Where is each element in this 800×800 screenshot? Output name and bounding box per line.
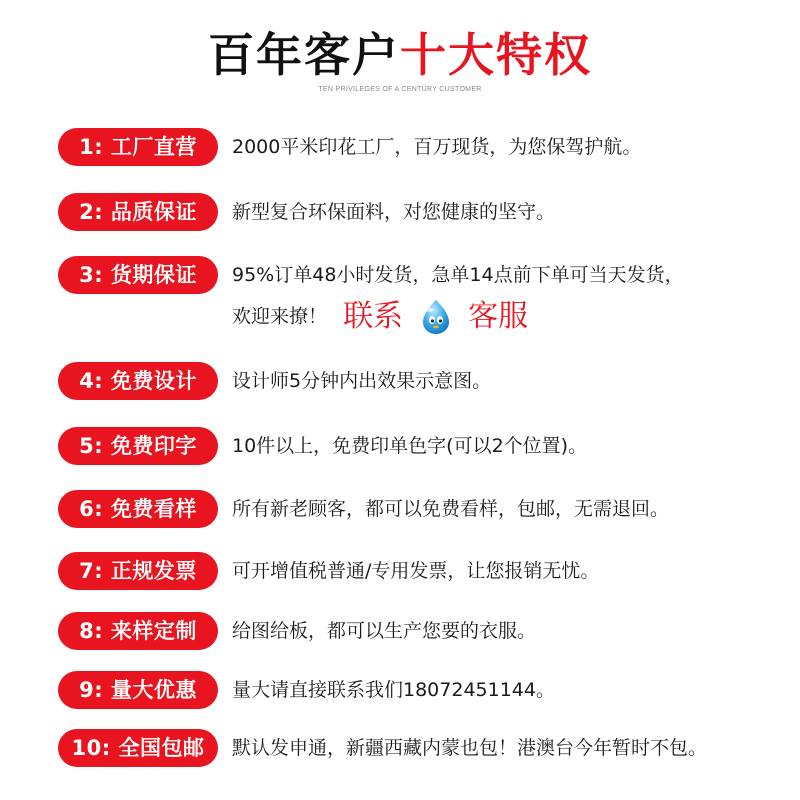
privilege-badge: 5: 免费印字: [58, 427, 218, 465]
contact-label-left: 联系: [343, 299, 404, 334]
privilege-badge: 7: 正规发票: [58, 552, 218, 590]
title-black: 百年客户: [208, 28, 400, 82]
privilege-badge: 1: 工厂直营: [58, 128, 218, 166]
title-red: 十大特权: [400, 28, 592, 82]
privilege-text: 2000平米印花工厂，百万现货，为您保驾护航。: [232, 136, 642, 158]
privilege-text: 默认发申通，新疆西藏内蒙也包！港澳台今年暂时不包。: [232, 737, 708, 759]
privilege-text: 95%订单48小时发货，急单14点前下单可当天发货，: [232, 264, 684, 286]
header: [0, 28, 800, 93]
privilege-text: 量大请直接联系我们18072451144。: [232, 679, 555, 701]
privilege-text: 新型复合环保面料，对您健康的坚守。: [232, 201, 556, 223]
privilege-badge: 3: 货期保证: [58, 256, 218, 294]
privilege-badge: 4: 免费设计: [58, 362, 218, 400]
page-title: [0, 28, 800, 82]
welcome-text: 欢迎来撩！: [232, 305, 328, 328]
privilege-text: 给图给板，都可以生产您要的衣服。: [232, 620, 537, 642]
privilege-badge: 6: 免费看样: [58, 490, 218, 528]
privilege-text-line2: [232, 298, 528, 336]
privilege-text: 10件以上，免费印单色字(可以2个位置)。: [232, 435, 588, 457]
privilege-badge: 10: 全国包邮: [58, 729, 218, 767]
qq-penguin-icon: [419, 298, 453, 336]
privilege-badge: 8: 来样定制: [58, 612, 218, 650]
privilege-text: 所有新老顾客，都可以免费看样，包邮，无需退回。: [232, 498, 670, 520]
privilege-badge: 2: 品质保证: [58, 193, 218, 231]
privilege-text: 设计师5分钟内出效果示意图。: [232, 370, 492, 392]
privilege-text: 可开增值税普通/专用发票，让您报销无忧。: [232, 560, 600, 582]
contact-service-link[interactable]: [343, 298, 528, 336]
page-subtitle: TEN PRIVILEGES OF A CENTURY CUSTOMER: [318, 86, 482, 93]
contact-label-right: 客服: [468, 299, 529, 334]
privilege-badge: 9: 量大优惠: [58, 671, 218, 709]
